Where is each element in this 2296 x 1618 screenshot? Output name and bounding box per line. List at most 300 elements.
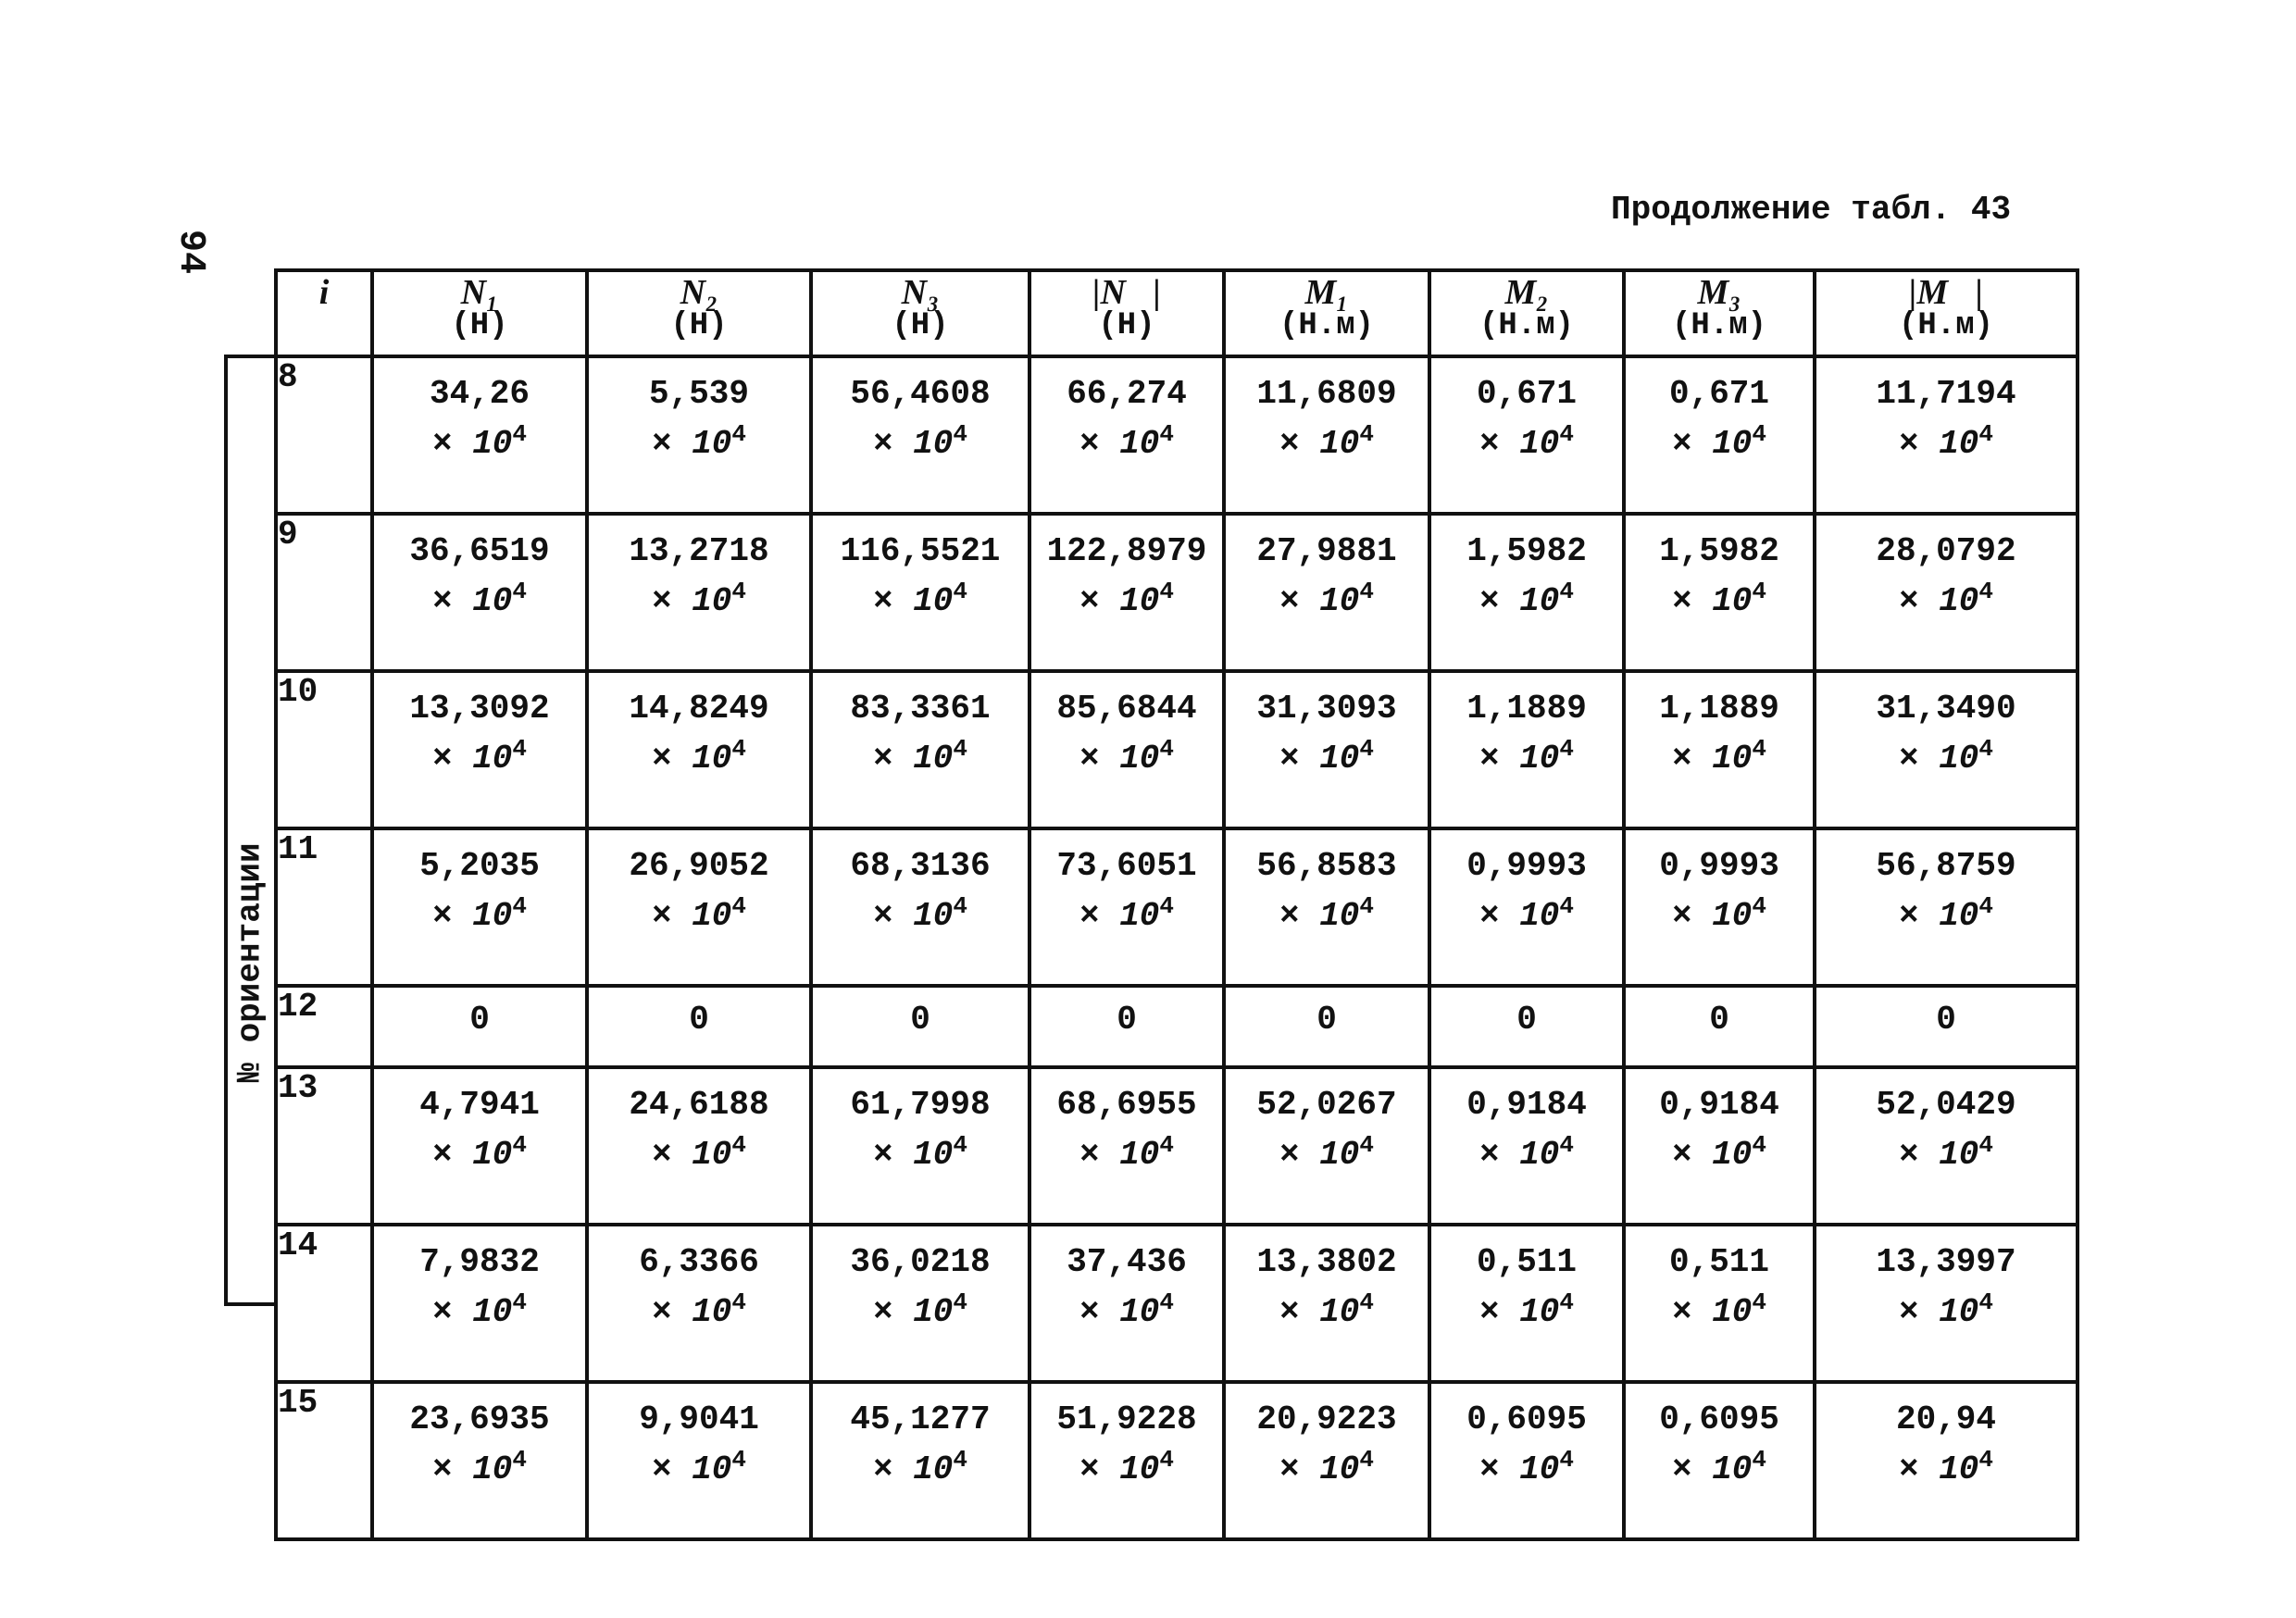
multiplier-exponent: 4 [1559,1131,1575,1159]
cell-value: 0,511 [1476,1243,1578,1281]
cell-multiplier [1431,1438,1622,1488]
cell-multiplier [589,885,809,935]
multiplier-base: × 10 [1671,1293,1753,1331]
multiplier-exponent: 4 [1559,1288,1575,1316]
multiplier-base: × 10 [651,740,732,778]
multiplier-exponent: 4 [512,892,528,920]
table-cell [1224,356,1429,514]
table-cell [1624,1067,1815,1225]
header-symbol: M₁ [1304,273,1349,312]
multiplier-base: × 10 [1079,897,1160,935]
cell-value: 56,8583 [1256,847,1397,885]
multiplier-base: × 10 [872,740,954,778]
table-cell [1224,828,1429,986]
cell-multiplier [813,1281,1028,1331]
cell-value: 45,1277 [850,1400,991,1438]
table-cell [1224,1225,1429,1382]
cell-multiplier [1816,1281,2076,1331]
multiplier-base: × 10 [1479,1293,1560,1331]
multiplier-exponent: 4 [512,735,528,763]
cell-value: 83,3361 [850,690,991,728]
multiplier-base: × 10 [1671,897,1753,935]
cell-multiplier [1226,1281,1428,1331]
cell-value: 0 [1516,1001,1537,1039]
multiplier-base: × 10 [1079,582,1160,620]
multiplier-exponent: 4 [1978,1131,1994,1159]
cell-multiplier [374,413,585,463]
table-cell [1815,356,2078,514]
multiplier-base: × 10 [1898,1450,1979,1488]
table-body [276,356,2078,1539]
cell-value: 0,9184 [1466,1086,1587,1124]
table-cell [1029,514,1224,671]
cell-value: 11,6809 [1256,375,1397,413]
header-symbol: N₁ [460,273,499,312]
multiplier-exponent: 4 [1978,735,1994,763]
table-caption: Продолжение табл. 43 [1611,191,2012,229]
table-row [276,828,2078,986]
table-row [276,671,2078,828]
multiplier-base: × 10 [1279,740,1360,778]
multiplier-base: × 10 [431,897,513,935]
multiplier-exponent: 4 [1159,1288,1175,1316]
multiplier-exponent: 4 [512,1288,528,1316]
header-unit: (H.м) [1279,308,1375,343]
cell-multiplier [1431,1281,1622,1331]
table-row [276,1225,2078,1382]
side-label-box [224,355,274,1306]
multiplier-base: × 10 [1898,897,1979,935]
multiplier-exponent: 4 [1559,735,1575,763]
row-index: 8 [276,356,372,514]
table-cell [587,514,811,671]
cell-multiplier [1431,1124,1622,1174]
table-cell [811,671,1029,828]
table-cell [811,514,1029,671]
multiplier-exponent: 4 [953,1131,968,1159]
multiplier-base: × 10 [872,582,954,620]
multiplier-exponent: 4 [953,420,968,448]
header-unit: (H) [670,308,728,343]
cell-value: 6,3366 [639,1243,759,1281]
cell-value: 5,539 [648,375,750,413]
table-cell [1224,1067,1429,1225]
table-cell [1815,514,2078,671]
cell-value: 13,3997 [1876,1243,2016,1281]
table-cell [587,671,811,828]
multiplier-base: × 10 [1279,1293,1360,1331]
header-cell [587,270,811,356]
table-cell [1029,356,1224,514]
multiplier-exponent: 4 [1159,735,1175,763]
header-unit: (H) [1098,308,1155,343]
multiplier-exponent: 4 [1978,1446,1994,1474]
multiplier-base: × 10 [1671,425,1753,463]
cell-value: 0 [689,1001,709,1039]
cell-value: 0 [469,1001,490,1039]
cell-value: 0 [910,1001,930,1039]
table-cell [1429,356,1624,514]
row-index: 10 [276,671,372,828]
header-cell [372,270,587,356]
cell-value: 36,6519 [409,532,550,570]
cell-value: 13,2718 [629,532,769,570]
cell-multiplier [589,1438,809,1488]
multiplier-base: × 10 [1479,582,1560,620]
table-cell [1815,1225,2078,1382]
multiplier-exponent: 4 [953,1446,968,1474]
multiplier-exponent: 4 [731,420,747,448]
cell-value: 9,9041 [639,1400,759,1438]
multiplier-exponent: 4 [731,735,747,763]
cell-value: 31,3490 [1876,690,2016,728]
multiplier-exponent: 4 [1752,420,1767,448]
table-cell [1029,1225,1224,1382]
table-cell [1029,1067,1224,1225]
table-cell [1029,986,1224,1067]
cell-multiplier [1816,1124,2076,1174]
cell-multiplier [813,1124,1028,1174]
header-unit: (H) [892,308,949,343]
cell-value: 73,6051 [1056,847,1197,885]
header-unit: (H.м) [1671,308,1767,343]
header-symbol: i [318,273,330,312]
cell-value: 23,6935 [409,1400,550,1438]
cell-multiplier [1626,728,1813,778]
header-cell [1029,270,1224,356]
multiplier-exponent: 4 [1159,1446,1175,1474]
cell-multiplier [1031,1438,1222,1488]
cell-multiplier [374,1124,585,1174]
table-cell [1815,828,2078,986]
table-cell [1029,828,1224,986]
multiplier-base: × 10 [1479,897,1560,935]
multiplier-exponent: 4 [1159,1131,1175,1159]
table-cell [372,356,587,514]
table-cell [372,828,587,986]
multiplier-base: × 10 [1279,582,1360,620]
cell-multiplier [1626,1281,1813,1331]
cell-multiplier [589,1281,809,1331]
table-cell [587,1067,811,1225]
cell-value: 24,6188 [629,1086,769,1124]
cell-value: 0 [1117,1001,1137,1039]
multiplier-base: × 10 [1898,1293,1979,1331]
cell-value: 0,6095 [1466,1400,1587,1438]
cell-value: 61,7998 [850,1086,991,1124]
cell-value: 51,9228 [1056,1400,1197,1438]
table-row [276,356,2078,514]
multiplier-base: × 10 [872,425,954,463]
cell-multiplier [1816,413,2076,463]
cell-multiplier [1431,728,1622,778]
multiplier-base: × 10 [651,897,732,935]
cell-multiplier [374,1438,585,1488]
table-cell [1224,1382,1429,1539]
cell-multiplier [1431,885,1622,935]
multiplier-base: × 10 [651,1136,732,1174]
cell-value: 0,671 [1668,375,1770,413]
multiplier-base: × 10 [1671,1136,1753,1174]
multiplier-exponent: 4 [512,1131,528,1159]
cell-multiplier [1816,728,2076,778]
multiplier-base: × 10 [1671,1450,1753,1488]
multiplier-base: × 10 [1898,425,1979,463]
table-cell [1624,828,1815,986]
multiplier-exponent: 4 [512,578,528,605]
cell-multiplier [374,885,585,935]
multiplier-exponent: 4 [731,1446,747,1474]
multiplier-exponent: 4 [1752,735,1767,763]
cell-value: 0 [1316,1001,1337,1039]
multiplier-base: × 10 [872,1450,954,1488]
table-cell [372,1067,587,1225]
multiplier-exponent: 4 [1159,420,1175,448]
cell-value: 85,6844 [1056,690,1197,728]
cell-value: 27,9881 [1256,532,1397,570]
header-cell [1815,270,2078,356]
table-cell [1224,514,1429,671]
multiplier-exponent: 4 [1978,1288,1994,1316]
cell-multiplier [813,413,1028,463]
row-index: 15 [276,1382,372,1539]
multiplier-exponent: 4 [1559,892,1575,920]
multiplier-base: × 10 [651,425,732,463]
header-symbol: N₃ [901,273,940,312]
cell-multiplier [1226,1438,1428,1488]
header-cell [1429,270,1624,356]
multiplier-exponent: 4 [1752,1288,1767,1316]
cell-value: 31,3093 [1256,690,1397,728]
multiplier-base: × 10 [1898,1136,1979,1174]
table-cell [1815,671,2078,828]
multiplier-exponent: 4 [953,1288,968,1316]
table-cell [372,1382,587,1539]
cell-multiplier [1226,885,1428,935]
multiplier-base: × 10 [1479,740,1560,778]
table-cell [1624,1382,1815,1539]
multiplier-base: × 10 [1079,1450,1160,1488]
table-cell [811,356,1029,514]
side-label: № ориентации [231,842,269,1083]
multiplier-exponent: 4 [1978,892,1994,920]
cell-multiplier [1816,885,2076,935]
multiplier-base: × 10 [1279,897,1360,935]
cell-multiplier [1816,570,2076,620]
multiplier-base: × 10 [1671,582,1753,620]
multiplier-exponent: 4 [512,1446,528,1474]
row-index: 14 [276,1225,372,1382]
multiplier-base: × 10 [1671,740,1753,778]
multiplier-base: × 10 [431,1136,513,1174]
cell-multiplier [1031,413,1222,463]
cell-multiplier [374,1281,585,1331]
cell-value: 11,7194 [1876,375,2016,413]
cell-value: 1,1889 [1659,690,1779,728]
multiplier-exponent: 4 [1359,1131,1375,1159]
multiplier-exponent: 4 [1359,735,1375,763]
multiplier-base: × 10 [1479,1450,1560,1488]
table-row [276,1382,2078,1539]
multiplier-base: × 10 [1079,740,1160,778]
row-index: 11 [276,828,372,986]
cell-value: 20,94 [1895,1400,1997,1438]
cell-value: 68,6955 [1056,1086,1197,1124]
table-cell [1815,1067,2078,1225]
table-row [276,986,2078,1067]
table-cell [811,1225,1029,1382]
cell-multiplier [813,728,1028,778]
multiplier-base: × 10 [431,1293,513,1331]
cell-value: 13,3092 [409,690,550,728]
multiplier-base: × 10 [1079,1136,1160,1174]
cell-value: 0,511 [1668,1243,1770,1281]
multiplier-exponent: 4 [731,892,747,920]
row-index: 9 [276,514,372,671]
table-cell [1029,1382,1224,1539]
multiplier-exponent: 4 [512,420,528,448]
cell-value: 0,6095 [1659,1400,1779,1438]
cell-value: 1,5982 [1466,532,1587,570]
header-symbol: M₂ [1504,273,1549,312]
multiplier-base: × 10 [651,1450,732,1488]
cell-value: 56,8759 [1876,847,2016,885]
cell-multiplier [374,570,585,620]
table-cell [372,1225,587,1382]
cell-value: 1,5982 [1659,532,1779,570]
cell-multiplier [589,1124,809,1174]
multiplier-base: × 10 [872,897,954,935]
table-cell [811,1382,1029,1539]
cell-value: 68,3136 [850,847,991,885]
cell-multiplier [589,570,809,620]
cell-multiplier [813,570,1028,620]
cell-value: 0,9993 [1466,847,1587,885]
header-symbol: |M⃗| [1908,273,1984,312]
cell-multiplier [1226,413,1428,463]
table-cell [1624,514,1815,671]
cell-value: 122,8979 [1046,532,1207,570]
multiplier-exponent: 4 [1559,1446,1575,1474]
multiplier-exponent: 4 [1752,892,1767,920]
multiplier-exponent: 4 [1159,578,1175,605]
table-cell [1029,671,1224,828]
table-cell [1624,1225,1815,1382]
table-cell [1429,1067,1624,1225]
cell-multiplier [1626,885,1813,935]
cell-value: 52,0267 [1256,1086,1397,1124]
multiplier-base: × 10 [1479,1136,1560,1174]
multiplier-base: × 10 [1898,740,1979,778]
multiplier-base: × 10 [1898,582,1979,620]
header-unit: (H.м) [1479,308,1575,343]
cell-multiplier [589,413,809,463]
cell-value: 5,2035 [419,847,540,885]
cell-multiplier [813,1438,1028,1488]
multiplier-base: × 10 [872,1293,954,1331]
cell-value: 0,9993 [1659,847,1779,885]
cell-multiplier [1031,1281,1222,1331]
table-row [276,514,2078,671]
multiplier-base: × 10 [1479,425,1560,463]
table-cell [1429,671,1624,828]
multiplier-base: × 10 [872,1136,954,1174]
cell-value: 0,671 [1476,375,1578,413]
cell-value: 28,0792 [1876,532,2016,570]
table-cell [1429,828,1624,986]
multiplier-exponent: 4 [1752,1131,1767,1159]
multiplier-exponent: 4 [1359,420,1375,448]
cell-value: 14,8249 [629,690,769,728]
cell-value: 116,5521 [840,532,1001,570]
cell-value: 36,0218 [850,1243,991,1281]
multiplier-base: × 10 [1079,425,1160,463]
table-cell [1815,1382,2078,1539]
cell-value: 20,9223 [1256,1400,1397,1438]
cell-multiplier [589,728,809,778]
multiplier-exponent: 4 [1359,578,1375,605]
table-cell [1815,986,2078,1067]
cell-value: 0 [1709,1001,1729,1039]
row-index: 12 [276,986,372,1067]
multiplier-exponent: 4 [1978,420,1994,448]
table-cell [1624,356,1815,514]
multiplier-base: × 10 [1079,1293,1160,1331]
table-cell [587,1382,811,1539]
table-cell [1224,986,1429,1067]
cell-value: 1,1889 [1466,690,1587,728]
cell-value: 34,26 [429,375,530,413]
cell-multiplier [1626,1438,1813,1488]
multiplier-exponent: 4 [953,892,968,920]
multiplier-exponent: 4 [1559,420,1575,448]
header-symbol: |N⃗| [1092,273,1161,312]
header-cell [811,270,1029,356]
page-number: 94 [169,230,211,275]
multiplier-base: × 10 [431,425,513,463]
multiplier-base: × 10 [651,582,732,620]
multiplier-exponent: 4 [1159,892,1175,920]
cell-value: 7,9832 [419,1243,540,1281]
table-cell [587,986,811,1067]
multiplier-base: × 10 [1279,1450,1360,1488]
table-cell [372,671,587,828]
multiplier-exponent: 4 [731,578,747,605]
table-row [276,1067,2078,1225]
header-symbol: N₂ [680,273,718,312]
cell-multiplier [813,885,1028,935]
cell-multiplier [1431,413,1622,463]
cell-multiplier [1031,1124,1222,1174]
table-cell [372,986,587,1067]
cell-value: 56,4608 [850,375,991,413]
multiplier-exponent: 4 [953,735,968,763]
cell-value: 13,3802 [1256,1243,1397,1281]
table-cell [1624,671,1815,828]
table-cell [1429,1225,1624,1382]
table-cell [587,356,811,514]
cell-value: 0,9184 [1659,1086,1779,1124]
multiplier-exponent: 4 [1978,578,1994,605]
table-cell [811,986,1029,1067]
cell-multiplier [1031,885,1222,935]
header-unit: (H.м) [1898,308,1994,343]
cell-multiplier [1431,570,1622,620]
table-cell [372,514,587,671]
table-cell [811,828,1029,986]
multiplier-base: × 10 [431,582,513,620]
cell-multiplier [1226,1124,1428,1174]
